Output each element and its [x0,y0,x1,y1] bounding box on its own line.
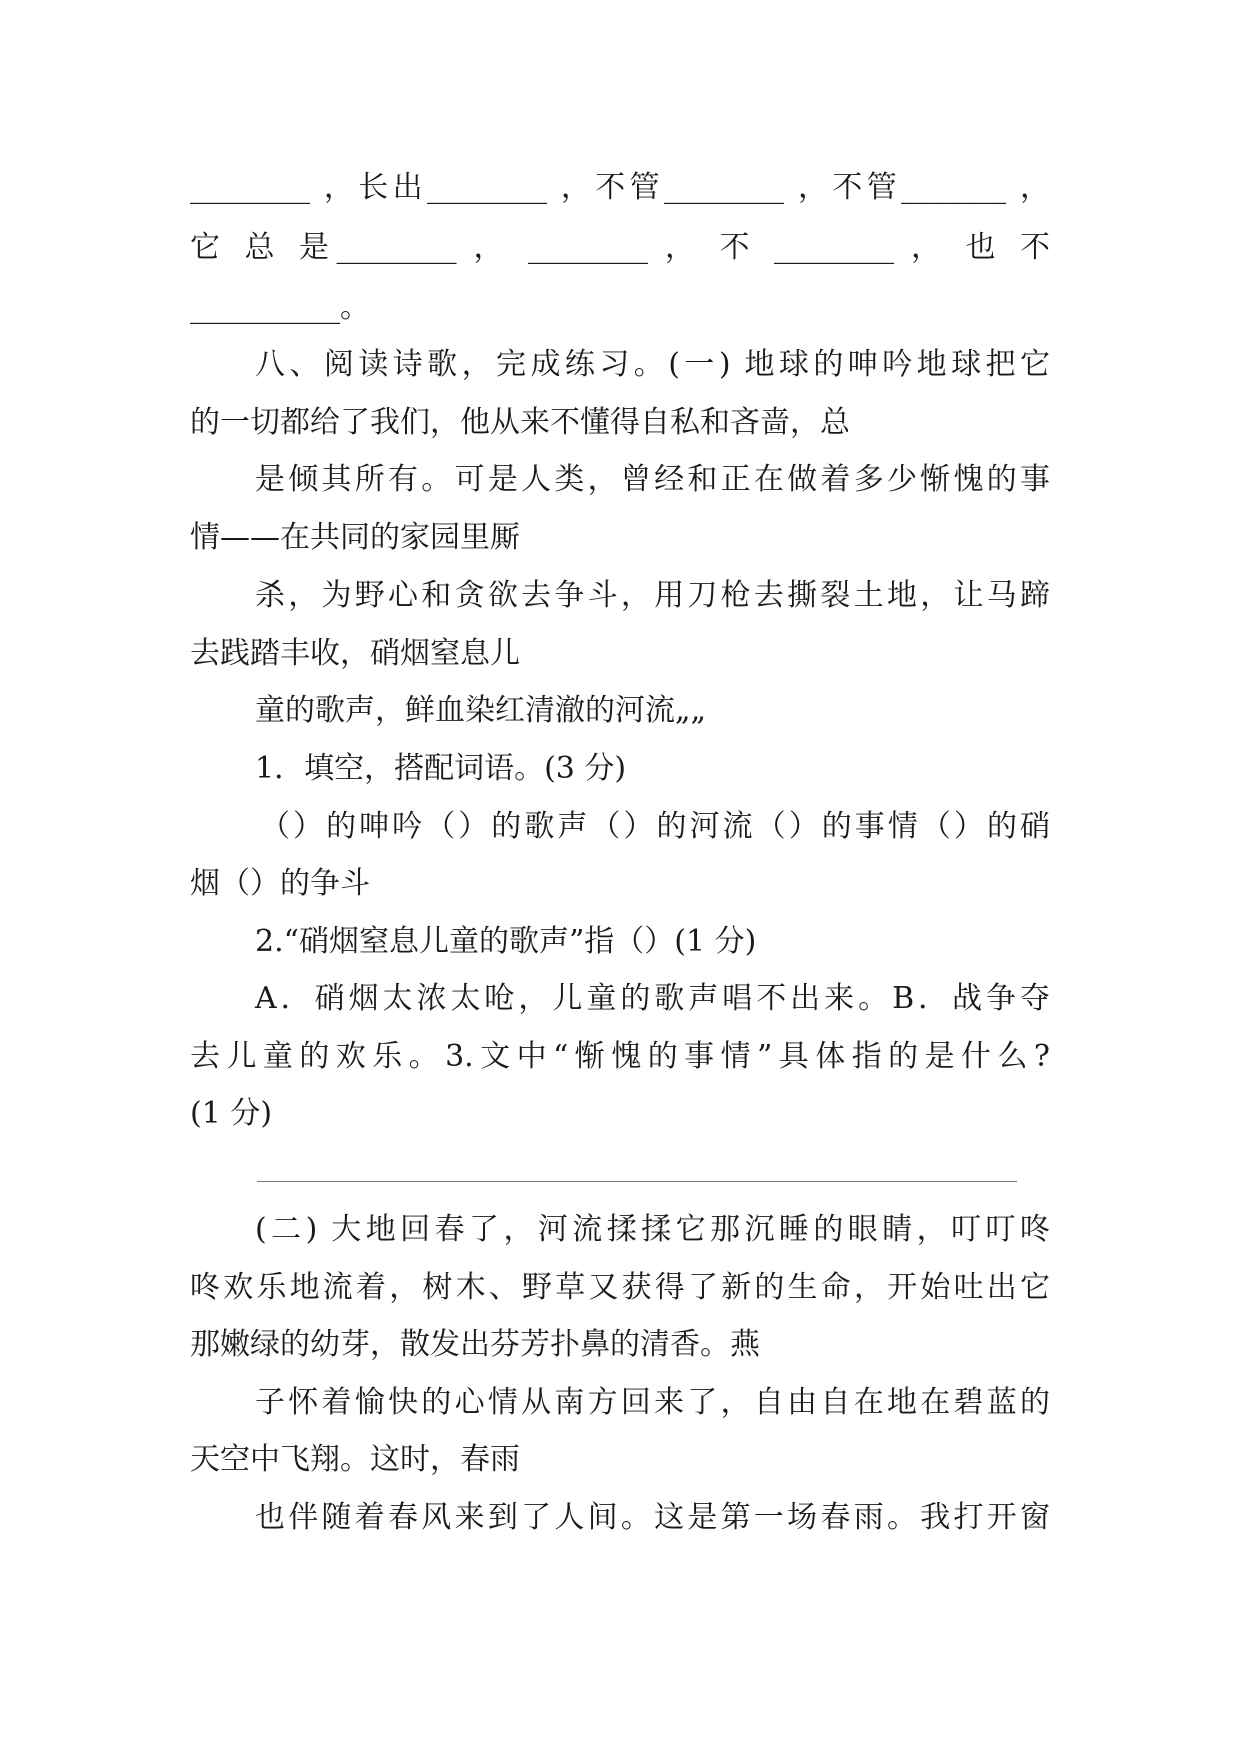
section-8-heading: 八、阅读诗歌，完成练习。(一) 地球的呻吟地球把它 [255,347,1050,382]
poem-line: 童的歌声，鲜血染红清澈的河流„„ [255,693,707,728]
poem-line: 去践踏丰收，硝烟窒息儿 [190,636,520,671]
passage-2-line: 咚欢乐地流着，树木、野草又获得了新的生命，开始吐出它 [190,1270,1050,1305]
fill-blank-line-1: ________ ，长出________ ，不管________ ，不管_______ ， [190,170,1050,205]
question-1-blanks-cont: 烟（）的争斗 [190,866,370,901]
question-3-score: (1 分) [190,1096,273,1131]
fill-blank-line-3: __________。 [190,290,370,325]
fill-blank-line-2: 它 总 是________ ， ________ ， 不 ________ ， 也 不 [190,230,1050,265]
question-3: 去儿童的欢乐。3.文中“惭愧的事情”具体指的是什么? [190,1039,1050,1074]
passage-2-line: 也伴随着春风来到了人间。这是第一场春雨。我打开窗 [255,1500,1050,1535]
poem-line: 杀，为野心和贪欲去争斗，用刀枪去撕裂土地，让马蹄 [255,578,1050,613]
question-2: 2.“硝烟窒息儿童的歌声”指（）(1 分) [255,924,757,959]
passage-2-line: 天空中飞翔。这时，春雨 [190,1442,520,1477]
passage-2-line: 子怀着愉快的心情从南方回来了，自由自在地在碧蓝的 [255,1385,1050,1420]
passage-2-line: 那嫩绿的幼芽，散发出芬芳扑鼻的清香。燕 [190,1327,760,1362]
answer-line [257,1181,1017,1182]
poem-line: 是倾其所有。可是人类，曾经和正在做着多少惭愧的事 [255,462,1050,497]
passage-2-line: (二) 大地回春了，河流揉揉它那沉睡的眼睛，叮叮咚 [255,1212,1050,1247]
poem-line: 的一切都给了我们，他从来不懂得自私和吝啬，总 [190,405,850,440]
poem-line: 情——在共同的家园里厮 [190,520,520,555]
question-1: 1．填空，搭配词语。(3 分) [255,751,627,786]
question-1-blanks: （）的呻吟（）的歌声（）的河流（）的事情（）的硝 [260,809,1050,844]
question-2-options: A．硝烟太浓太呛，儿童的歌声唱不出来。B．战争夺 [255,981,1050,1016]
